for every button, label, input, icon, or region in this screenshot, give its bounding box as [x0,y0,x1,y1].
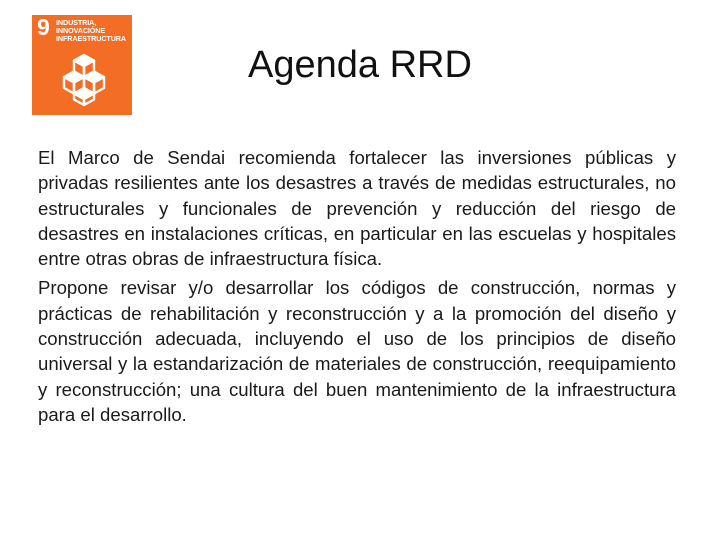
sdg-caption [56,19,130,44]
paragraph: Propone revisar y/o desarrollar los códigos de construcción, normas y prácticas de rehabilitación y reconstrucción y a la promoción del diseño y construcción adecuada, incluyendo el uso de los principios de diseño universal y la estandarización de materiales de construcción, reequipamiento y reconstrucción; una cultura del buen mantenimiento de la infraestructura para el desarrollo. [38,277,676,425]
paragraph: El Marco de Sendai recomienda fortalecer las inversiones públicas y privadas resilientes ante los desastres a través de medidas estructurales, no estructurales y funcionales de prevención y reducción del riesgo de desastres en instalaciones críticas, en particular en las escuelas y hospitales entre otras obras de infraestructura física. [38,147,676,270]
title-text: Agenda RRD [248,44,472,86]
sdg-caption-line: INFRAESTRUCTURA [56,34,126,44]
sdg-caption-line: INNOVACIÓNE [56,26,106,36]
body-text [38,145,676,427]
sdg-number: 9 [37,14,50,40]
page-title [0,44,720,87]
sdg-caption-line: INDUSTRIA, [56,18,97,27]
